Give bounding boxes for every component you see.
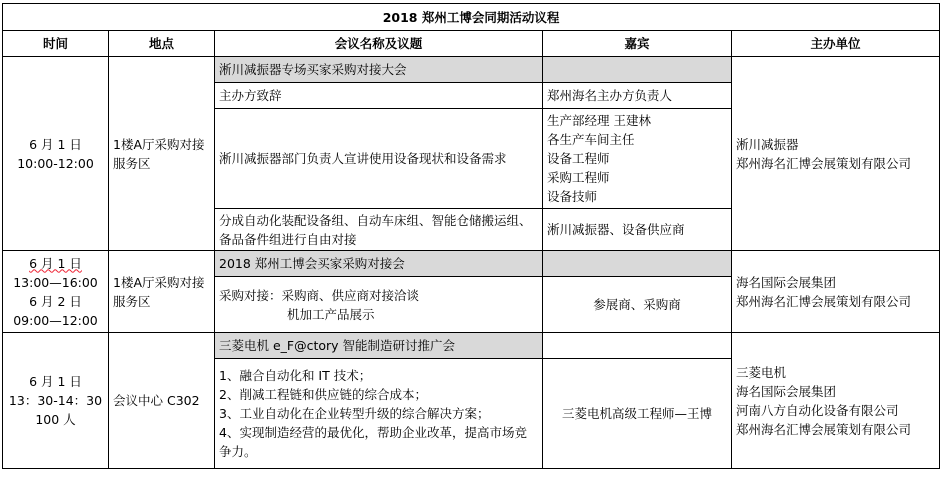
block1-guest-3: 淅川减振器、设备供应商	[543, 209, 732, 251]
block3-topic-item: 4、实现制造经营的最优化，帮助企业改革，提高市场竞争力。	[219, 425, 527, 459]
block3-hours: 13：30-14：30	[8, 393, 103, 408]
block2-topic	[215, 277, 543, 333]
block3-topics	[215, 359, 543, 469]
guest-line: 采购工程师	[547, 170, 610, 185]
table-row	[3, 57, 940, 83]
block2-time	[3, 251, 109, 333]
block3-guest: 三菱电机高级工程师—王博	[543, 359, 732, 469]
block3-organizer: 河南八方自动化设备有限公司	[736, 402, 899, 418]
header-meeting: 会议名称及议题	[215, 31, 543, 57]
block1-hours: 10:00-12:00	[17, 155, 94, 171]
block3-topic-item: 1、融合自动化和 IT 技术；	[219, 368, 372, 383]
block3-title-guest-empty	[543, 333, 732, 359]
block1-guest-2	[543, 109, 732, 209]
header-guest: 嘉宾	[543, 31, 732, 57]
block1-meeting-title: 淅川减振器专场买家采购对接大会	[215, 57, 543, 83]
block1-time	[3, 57, 109, 251]
title-row	[3, 4, 940, 31]
block3-meeting-title: 三菱电机 e_F@ctory 智能制造研讨推广会	[215, 333, 543, 359]
block2-location: 1楼A厅采购对接服务区	[109, 251, 215, 333]
table-row	[3, 251, 940, 277]
table-title: 2018 郑州工博会同期活动议程	[3, 4, 940, 31]
guest-line: 设备技师	[547, 189, 598, 204]
block2-date-2: 6 月 2 日	[29, 293, 82, 309]
block1-organizer: 郑州海名汇博会展策划有限公司	[736, 155, 912, 171]
block1-date: 6 月 1 日	[29, 136, 82, 152]
block3-topic-item: 2、削减工程链和供应链的综合成本；	[219, 387, 427, 402]
block1-location: 1楼A厅采购对接服务区	[109, 57, 215, 251]
block1-guest-1: 郑州海名主办方负责人	[543, 83, 732, 109]
block2-title-guest-empty	[543, 251, 732, 277]
block2-guest: 参展商、采购商	[543, 277, 732, 333]
block2-meeting-title: 2018 郑州工博会买家采购对接会	[215, 251, 543, 277]
header-row	[3, 31, 940, 57]
block3-date: 6 月 1 日	[29, 374, 82, 389]
block2-hours-1: 13:00—16:00	[13, 274, 98, 290]
block2-date-1: 6 月 1 日	[29, 255, 82, 271]
agenda-table	[2, 3, 940, 469]
block3-time	[3, 333, 109, 469]
header-time: 时间	[3, 31, 109, 57]
block3-topic-item: 3、工业自动化在企业转型升级的综合解决方案；	[219, 406, 490, 421]
block1-title-guest-empty	[543, 57, 732, 83]
guest-line: 生产部经理 王建林	[547, 113, 651, 128]
block3-organizer: 三菱电机	[736, 364, 787, 380]
block1-topic-1: 主办方致辞	[215, 83, 543, 109]
block3-organizer: 郑州海名汇博会展策划有限公司	[736, 421, 912, 437]
table-row	[3, 333, 940, 359]
block2-hours-2: 09:00—12:00	[13, 312, 98, 328]
header-organizer: 主办单位	[732, 31, 940, 57]
block3-location: 会议中心 C302	[109, 333, 215, 469]
block1-organizer: 淅川减振器	[736, 136, 799, 152]
block3-organizer: 海名国际会展集团	[736, 383, 837, 399]
block2-organizer: 海名国际会展集团	[736, 274, 837, 290]
header-location: 地点	[109, 31, 215, 57]
block2-topic-line: 机加工产品展示	[287, 306, 375, 322]
block1-organizers	[732, 57, 940, 251]
block3-attendees: 100 人	[35, 412, 76, 427]
block2-topic-line: 采购对接：采购商、供应商对接洽谈	[219, 287, 420, 303]
guest-line: 设备工程师	[547, 151, 610, 166]
block1-topic-3: 分成自动化装配设备组、自动车床组、智能仓储搬运组、备品备件组进行自由对接	[215, 209, 543, 251]
block1-topic-2: 淅川减振器部门负责人宣讲使用设备现状和设备需求	[215, 109, 543, 209]
block2-organizer: 郑州海名汇博会展策划有限公司	[736, 293, 912, 309]
block3-organizers	[732, 333, 940, 469]
guest-line: 各生产车间主任	[547, 132, 635, 147]
block2-organizers	[732, 251, 940, 333]
